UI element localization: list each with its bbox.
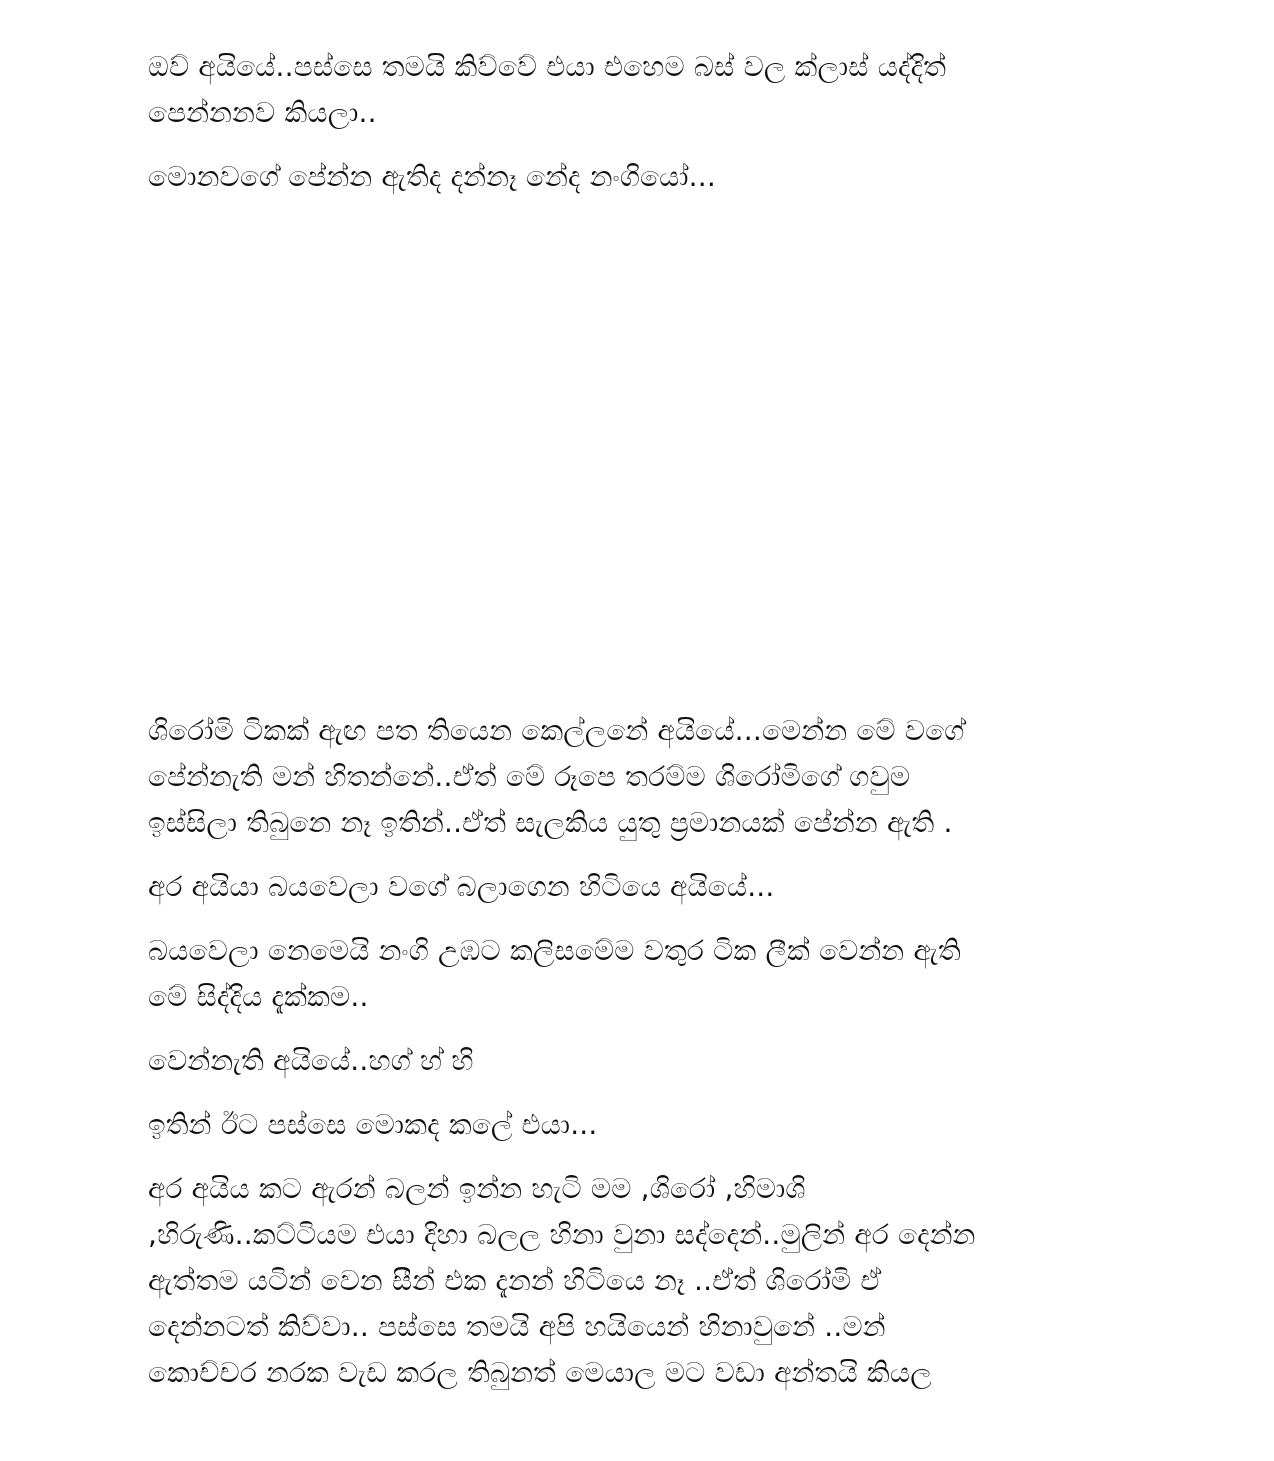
paragraph: [148, 928, 1128, 1020]
top-text-block: [148, 44, 1128, 218]
text-line: පෙන්නනව කියලා..: [148, 96, 377, 129]
text-line: ඉස්සිලා තිබුනෙ නෑ ඉතින්..ඒත් සැලකිය යුතු ප්‍රමානයක් පේන්න ඇති .: [148, 806, 953, 839]
paragraph: [148, 864, 1128, 910]
text-line: අර අයියා බයවෙලා වගේ බලාගෙන හිටියෙ අයියේ...: [148, 870, 775, 903]
paragraph: [148, 1038, 1128, 1084]
text-line: මේ සිද්දිය දැක්කම..: [148, 980, 369, 1013]
text-line: ඉතින් ඊට පස්සෙ මොකද කලේ එයා...: [148, 1108, 598, 1141]
text-line: ශිරෝමි ටිකක් ඇඟ පත තියෙන කෙල්ලනේ අයියේ...මෙන්න මේ වගේ: [148, 714, 965, 747]
text-line: ,හිරුණි..කට්ටියම එයා දිහා බලල හිනා වුනා සද්දෙන්..මුලින් අර දෙන්න: [148, 1218, 976, 1251]
text-line: වෙන්නැති අයියේ..හග් හ් හි: [148, 1044, 474, 1077]
paragraph: [148, 1102, 1128, 1148]
text-line: පේන්නැති මන් හිතන්නේ..ඒත් මේ රූපෙ තරම්ම ශිරෝමිගේ ගවුම: [148, 760, 911, 793]
text-line: බයවෙලා නෙමෙයි නංගි උඹට කලිසමේම වතුර ටික ලීක් වෙන්න ඇති: [148, 934, 961, 967]
text-line: අර අයිය කට ඇරන් බලන් ඉන්න හැටි මම ,ශිරෝ ,හිමාශි: [148, 1172, 806, 1205]
text-line: ඇත්තම යටින් වෙන සීන් එක දැනන් හිටියෙ නෑ ..ඒත් ශිරෝමි ඒ: [148, 1264, 882, 1297]
bottom-text-block: [148, 708, 1128, 1414]
text-line: ඔව් අයියේ..පස්සෙ තමයි කිව්වේ එයා එහෙම බස් වල ක්ලාස් යද්දිත්: [148, 50, 947, 83]
text-line: මොනවගේ පේන්න ඇතිද දන්නෑ නේද නංගියෝ...: [148, 160, 716, 193]
text-line: දෙන්නටත් කිව්වා.. පස්සෙ තමයි අපි හයියෙන් හිනාවුනේ ..මන්: [148, 1310, 886, 1343]
paragraph: [148, 44, 1128, 136]
paragraph: [148, 708, 1128, 846]
paragraph: [148, 1166, 1128, 1396]
paragraph: [148, 154, 1128, 200]
text-line: කොච්චර නරක වැඩ කරල තිබුනත් මෙයාල මට වඩා අන්තයි කියල: [148, 1356, 932, 1389]
